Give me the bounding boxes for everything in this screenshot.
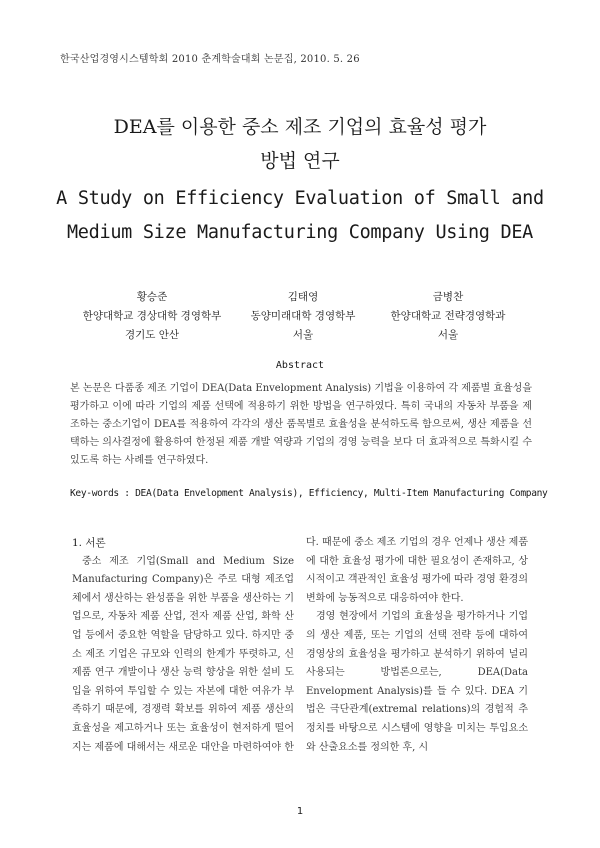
- proceedings-header: 한국산업경영시스템학회 2010 춘계학술대회 논문집, 2010. 5. 26: [60, 54, 360, 65]
- page-number: 1: [296, 806, 304, 817]
- abstract-heading: Abstract: [275, 360, 325, 371]
- body-column-right: [306, 534, 528, 757]
- title-korean-line2: 방법 연구: [260, 150, 340, 172]
- author-location: 서울: [437, 329, 459, 341]
- author-entry: [218, 288, 388, 345]
- author-location: 경기도 안산: [124, 329, 180, 341]
- abstract-text: 본 논문은 다품종 제조 기업이 DEA(Data Envelopment Analysis) 기법을 이용하여 각 제품별 효율성을 평가하고 이에 따라 기업의 제품 선택에 적용하기 위한 방법을 연구하였다. 특히 국내의 자동차 부품을 제조하는 중소기업이 DEA를 적용하여 각각의 생산 품목별로 효율성을 분석하도록 함으로써, 생산 제품을 선택하는 의사결정에 활용하여 한정된 제품 개발 역량과 기업의 경영 능력을 보다 더 효과적으로 특화시킬 수 있도록 하는 사례를 연구하였다.: [70, 383, 532, 466]
- keywords: Key-words : DEA(Data Envelopment Analysis), Efficiency, Multi-Item Manufacturing Company: [70, 488, 548, 499]
- body-column-left: [72, 534, 294, 757]
- author-name: 황승준: [136, 291, 168, 303]
- paper-title: [0, 112, 600, 250]
- section-heading: 1. 서론: [72, 537, 106, 549]
- body-paragraph: 중소 제조 기업(Small and Medium Size Manufacturing Company)은 주로 대형 제조업체에서 생산하는 완성품을 위한 부품을 생산하는 기업으로, 자동차 제품 산업, 전자 제품 산업, 화학 산업 등에서 중요한 역할을 담당하고 있다. 하지만 중소 제조 기업은 규모와 인력의 한계가 뚜렷하고, 신제품 연구 개발이나 생산 능력 향상을 위한 설비 도입을 위하여 투입할 수 있는 자본에 대한 여유가 부족하기 때문에, 경쟁력 확보를 위하여 제품 생산의 효율성을 제고하거나 또는 효율성이 현저하게 떨어지는 제품에 대해서는 새로운 대안을 마련하여야 한: [72, 555, 294, 753]
- body-paragraph: 경영 현장에서 기업의 효율성을 평가하거나 기업의 생산 제품, 또는 기업의 선택 전략 등에 대하여 경영상의 효율성을 평가하고 분석하기 위하여 널리 사용되는 방법론으로는, DEA(Data Envelopment Analysis)를 들 수 있다. DEA 기법은 극단관계(extremal relations)의 경험적 추정치를 바탕으로 시스템에 영향을 미치는 투입요소와 산출요소를 정의한 후, 시: [306, 611, 528, 753]
- author-name: 금병찬: [432, 291, 464, 303]
- author-name: 김태영: [287, 291, 319, 303]
- author-entry: [370, 288, 526, 345]
- author-affiliation: 한양대학교 경상대학 경영학부: [82, 310, 222, 322]
- author-location: 서울: [292, 329, 314, 341]
- author-entry: [64, 288, 240, 345]
- title-english-line1: A Study on Efficiency Evaluation of Small and: [56, 188, 544, 209]
- title-english-line2: Medium Size Manufacturing Company Using DEA: [66, 222, 534, 243]
- author-affiliation: 동양미래대학 경영학부: [250, 310, 356, 322]
- body-paragraph: 다. 때문에 중소 제조 기업의 경우 언제나 생산 제품에 대한 효율성 평가에 대한 필요성이 존재하고, 상시적이고 객관적인 효율성 평가에 따라 경영 환경의 변화에 능동적으로 대응하여야 한다.: [306, 537, 528, 604]
- title-korean-line1: DEA를 이용한 중소 제조 기업의 효율성 평가: [113, 116, 487, 138]
- author-affiliation: 한양대학교 전략경영학과: [390, 310, 506, 322]
